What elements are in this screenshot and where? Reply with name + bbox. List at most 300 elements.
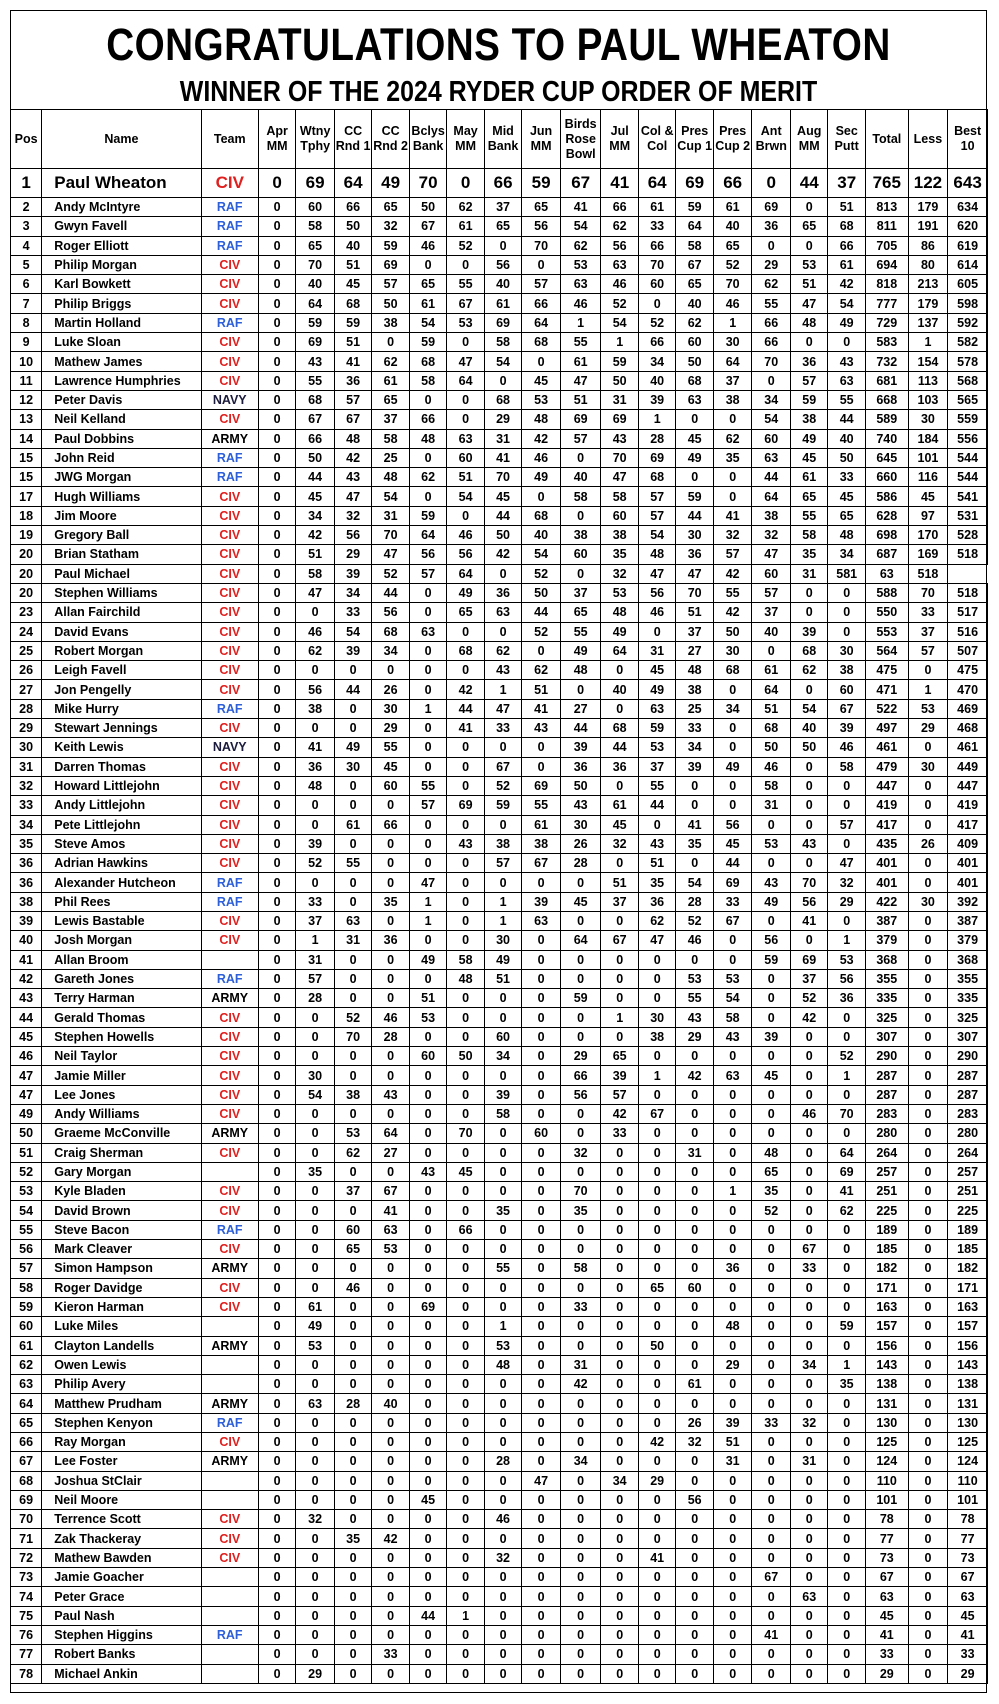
cell-best-10: 544 bbox=[948, 448, 988, 467]
cell-mid-bank: 34 bbox=[484, 1047, 521, 1066]
cell-team: CIV bbox=[201, 931, 258, 950]
cell-team: RAF bbox=[201, 892, 258, 911]
cell-may-mm: 0 bbox=[447, 1201, 484, 1220]
cell-may-mm: 0 bbox=[447, 1413, 484, 1432]
cell-pres-cup-2: 66 bbox=[713, 169, 752, 198]
cell-name: Kieron Harman bbox=[42, 1297, 201, 1316]
cell-jul-mm: 47 bbox=[601, 468, 638, 487]
cell-col-and-col: 49 bbox=[638, 680, 675, 699]
cell-pos: 70 bbox=[11, 1510, 42, 1529]
cell-team: RAF bbox=[201, 699, 258, 718]
cell-pos: 51 bbox=[11, 1143, 42, 1162]
cell-wtny-tphy: 55 bbox=[296, 371, 335, 390]
cell-pres-cup-1: 0 bbox=[676, 1510, 713, 1529]
cell-team: CIV bbox=[201, 854, 258, 873]
cell-cc-rnd-2: 36 bbox=[372, 931, 409, 950]
cell-total: 67 bbox=[865, 1568, 908, 1587]
cell-jul-mm: 54 bbox=[601, 313, 638, 332]
cell-sec-putt: 45 bbox=[828, 487, 865, 506]
cell-team: CIV bbox=[201, 719, 258, 738]
cell-mid-bank: 0 bbox=[484, 1297, 521, 1316]
cell-less: 1 bbox=[908, 333, 948, 352]
cell-name: Gregory Ball bbox=[42, 526, 201, 545]
cell-name: Michael Ankin bbox=[42, 1664, 201, 1683]
cell-jul-mm: 0 bbox=[601, 699, 638, 718]
cell-pres-cup-2: 0 bbox=[713, 1220, 752, 1239]
cell-col-and-col: 45 bbox=[638, 661, 675, 680]
cell-may-mm: 0 bbox=[447, 1066, 484, 1085]
cell-best-10: 401 bbox=[948, 854, 988, 873]
cell-cc-rnd-2: 54 bbox=[372, 487, 409, 506]
cell-pres-cup-1: 0 bbox=[676, 1182, 713, 1201]
column-header-sec-putt: Sec Putt bbox=[828, 110, 865, 169]
cell-jul-mm: 0 bbox=[601, 1664, 638, 1683]
cell-apr-mm: 0 bbox=[258, 583, 295, 602]
cell-pres-cup-2: 46 bbox=[713, 294, 752, 313]
cell-jun-mm: 61 bbox=[522, 815, 561, 834]
cell-total: 157 bbox=[865, 1317, 908, 1336]
cell-bclys-bank: 59 bbox=[409, 506, 446, 525]
cell-pres-cup-1: 39 bbox=[676, 757, 713, 776]
cell-wtny-tphy: 50 bbox=[296, 448, 335, 467]
table-row bbox=[11, 796, 988, 815]
cell-cc-rnd-2: 0 bbox=[372, 1278, 409, 1297]
cell-cc-rnd-1: 44 bbox=[334, 680, 371, 699]
cell-mid-bank: 39 bbox=[484, 1085, 521, 1104]
cell-pres-cup-2: 44 bbox=[713, 854, 752, 873]
cell-best-10: 387 bbox=[948, 911, 988, 930]
cell-name: Mike Hurry bbox=[42, 699, 201, 718]
cell-best-10: 475 bbox=[948, 661, 988, 680]
cell-may-mm: 0 bbox=[447, 1490, 484, 1509]
cell-pos: 4 bbox=[11, 236, 42, 255]
cell-pres-cup-2: 37 bbox=[713, 371, 752, 390]
cell-sec-putt: 0 bbox=[828, 1510, 865, 1529]
cell-may-mm: 50 bbox=[447, 1047, 484, 1066]
cell-aug-mm: 0 bbox=[790, 1490, 827, 1509]
cell-pos: 5 bbox=[11, 255, 42, 274]
cell-pres-cup-1: 64 bbox=[676, 217, 713, 236]
cell-wtny-tphy: 0 bbox=[296, 1471, 335, 1490]
cell-col-and-col: 70 bbox=[638, 255, 675, 274]
cell-wtny-tphy: 0 bbox=[296, 1027, 335, 1046]
cell-name: Keith Lewis bbox=[42, 738, 201, 757]
cell-mid-bank: 49 bbox=[484, 950, 521, 969]
cell-jul-mm: 0 bbox=[601, 1182, 638, 1201]
cell-team: CIV bbox=[201, 834, 258, 853]
cell-name: Gerald Thomas bbox=[42, 1008, 201, 1027]
cell-jun-mm: 0 bbox=[522, 352, 561, 371]
cell-may-mm: 66 bbox=[447, 1220, 484, 1239]
cell-less: 29 bbox=[908, 719, 948, 738]
table-row bbox=[11, 738, 988, 757]
cell-ant-brwn: 50 bbox=[752, 738, 791, 757]
cell-best-10: 392 bbox=[948, 892, 988, 911]
cell-pres-cup-2: 0 bbox=[713, 931, 752, 950]
table-row bbox=[11, 776, 988, 795]
cell-pos: 20 bbox=[11, 583, 42, 602]
cell-sec-putt: 48 bbox=[828, 526, 865, 545]
cell-cc-rnd-2: 45 bbox=[372, 757, 409, 776]
cell-jun-mm: 0 bbox=[522, 1394, 561, 1413]
cell-col-and-col: 0 bbox=[638, 1490, 675, 1509]
cell-mid-bank: 40 bbox=[484, 275, 521, 294]
cell-pres-cup-2: 50 bbox=[713, 622, 752, 641]
cell-pres-cup-1: 27 bbox=[676, 641, 713, 660]
cell-pres-cup-2: 68 bbox=[713, 661, 752, 680]
cell-team: ARMY bbox=[201, 1259, 258, 1278]
cell-pres-cup-1: 34 bbox=[676, 738, 713, 757]
table-row bbox=[11, 169, 988, 198]
cell-birds-rose-bowl: 1 bbox=[560, 313, 601, 332]
cell-pos: 46 bbox=[11, 1047, 42, 1066]
cell-less: 0 bbox=[908, 1548, 948, 1567]
cell-bclys-bank: 0 bbox=[409, 255, 446, 274]
cell-col-and-col: 0 bbox=[638, 1664, 675, 1683]
cell-team: CIV bbox=[201, 1066, 258, 1085]
cell-jul-mm: 68 bbox=[601, 719, 638, 738]
table-row bbox=[11, 699, 988, 718]
cell-bclys-bank: 69 bbox=[409, 1297, 446, 1316]
cell-total: 586 bbox=[865, 487, 908, 506]
cell-birds-rose-bowl: 41 bbox=[560, 198, 601, 217]
cell-wtny-tphy: 0 bbox=[296, 1413, 335, 1432]
cell-jun-mm: 52 bbox=[522, 564, 561, 583]
cell-team: CIV bbox=[201, 506, 258, 525]
table-row bbox=[11, 873, 988, 892]
cell-bclys-bank: 1 bbox=[409, 892, 446, 911]
cell-pres-cup-2: 0 bbox=[713, 487, 752, 506]
cell-pres-cup-2: 56 bbox=[713, 815, 752, 834]
cell-sec-putt: 54 bbox=[828, 294, 865, 313]
cell-bclys-bank: 0 bbox=[409, 1066, 446, 1085]
cell-name: Lee Foster bbox=[42, 1452, 201, 1471]
cell-cc-rnd-1: 54 bbox=[334, 622, 371, 641]
cell-jun-mm: 53 bbox=[522, 390, 561, 409]
cell-team: CIV bbox=[201, 1027, 258, 1046]
cell-pres-cup-2: 0 bbox=[713, 1143, 752, 1162]
table-row bbox=[11, 333, 988, 352]
cell-less: 0 bbox=[908, 1317, 948, 1336]
cell-ant-brwn: 44 bbox=[752, 468, 791, 487]
table-row bbox=[11, 1008, 988, 1027]
cell-total: 171 bbox=[865, 1278, 908, 1297]
cell-team bbox=[201, 1375, 258, 1394]
cell-team: CIV bbox=[201, 1548, 258, 1567]
cell-jul-mm: 0 bbox=[601, 1568, 638, 1587]
cell-col-and-col: 0 bbox=[638, 1413, 675, 1432]
cell-jul-mm: 1 bbox=[601, 1008, 638, 1027]
cell-pres-cup-2: 0 bbox=[713, 410, 752, 429]
cell-jun-mm: 43 bbox=[522, 719, 561, 738]
cell-jul-mm: 44 bbox=[601, 738, 638, 757]
cell-col-and-col: 61 bbox=[638, 198, 675, 217]
cell-cc-rnd-2: 31 bbox=[372, 506, 409, 525]
cell-ant-brwn: 0 bbox=[752, 1452, 791, 1471]
cell-col-and-col: 0 bbox=[638, 1529, 675, 1548]
cell-best-10: 619 bbox=[948, 236, 988, 255]
cell-jun-mm: 65 bbox=[522, 198, 561, 217]
cell-bclys-bank: 0 bbox=[409, 1587, 446, 1606]
cell-less: 0 bbox=[908, 1394, 948, 1413]
cell-birds-rose-bowl: 0 bbox=[560, 873, 601, 892]
cell-jun-mm: 50 bbox=[522, 583, 561, 602]
cell-team: NAVY bbox=[201, 738, 258, 757]
cell-cc-rnd-2: 0 bbox=[372, 1664, 409, 1683]
cell-total: 694 bbox=[865, 255, 908, 274]
cell-aug-mm: 54 bbox=[790, 699, 827, 718]
cell-pres-cup-2: 0 bbox=[713, 719, 752, 738]
cell-team: RAF bbox=[201, 198, 258, 217]
cell-cc-rnd-2: 29 bbox=[372, 719, 409, 738]
cell-pres-cup-2: 53 bbox=[713, 969, 752, 988]
cell-less: 37 bbox=[908, 622, 948, 641]
cell-sec-putt: 0 bbox=[828, 1433, 865, 1452]
cell-total: 564 bbox=[865, 641, 908, 660]
cell-jul-mm: 34 bbox=[601, 1471, 638, 1490]
cell-birds-rose-bowl: 0 bbox=[560, 1124, 601, 1143]
cell-total: 461 bbox=[865, 738, 908, 757]
cell-cc-rnd-2: 61 bbox=[372, 371, 409, 390]
cell-team: CIV bbox=[201, 680, 258, 699]
cell-less: 0 bbox=[908, 1471, 948, 1490]
cell-mid-bank: 56 bbox=[484, 255, 521, 274]
cell-less: 0 bbox=[908, 1510, 948, 1529]
cell-ant-brwn: 34 bbox=[752, 390, 791, 409]
cell-may-mm: 0 bbox=[447, 169, 484, 198]
table-row bbox=[11, 1606, 988, 1625]
cell-pos: 15 bbox=[11, 468, 42, 487]
cell-best-10: 469 bbox=[948, 699, 988, 718]
cell-sec-putt: 42 bbox=[828, 275, 865, 294]
cell-jun-mm: 55 bbox=[522, 796, 561, 815]
cell-col-and-col: 33 bbox=[638, 217, 675, 236]
cell-col-and-col: 39 bbox=[638, 390, 675, 409]
cell-pres-cup-2: 43 bbox=[713, 1027, 752, 1046]
cell-pres-cup-1: 60 bbox=[676, 333, 713, 352]
cell-birds-rose-bowl: 56 bbox=[560, 1085, 601, 1104]
cell-name: Zak Thackeray bbox=[42, 1529, 201, 1548]
cell-apr-mm: 0 bbox=[258, 1182, 295, 1201]
page-title: CONGRATULATIONS TO PAUL WHEATON bbox=[106, 19, 891, 70]
cell-jul-mm: 0 bbox=[601, 1529, 638, 1548]
cell-pres-cup-2: 29 bbox=[713, 1355, 752, 1374]
cell-total: 417 bbox=[865, 815, 908, 834]
column-header-mid-bank: Mid Bank bbox=[484, 110, 521, 169]
cell-col-and-col: 0 bbox=[638, 1568, 675, 1587]
cell-pres-cup-2: 0 bbox=[713, 1568, 752, 1587]
cell-name: Paul Dobbins bbox=[42, 429, 201, 448]
cell-may-mm: 0 bbox=[447, 1625, 484, 1644]
cell-pos: 25 bbox=[11, 641, 42, 660]
cell-wtny-tphy: 0 bbox=[296, 719, 335, 738]
cell-jun-mm: 0 bbox=[522, 969, 561, 988]
cell-pres-cup-1: 60 bbox=[676, 1278, 713, 1297]
cell-cc-rnd-1: 56 bbox=[334, 526, 371, 545]
cell-total: 422 bbox=[865, 892, 908, 911]
cell-mid-bank: 0 bbox=[484, 1664, 521, 1683]
cell-best-10: 78 bbox=[948, 1510, 988, 1529]
cell-wtny-tphy: 57 bbox=[296, 969, 335, 988]
cell-jun-mm: 44 bbox=[522, 603, 561, 622]
cell-bclys-bank: 0 bbox=[409, 834, 446, 853]
cell-bclys-bank: 0 bbox=[409, 1259, 446, 1278]
cell-name: Hugh Williams bbox=[42, 487, 201, 506]
cell-total: 63 bbox=[865, 1587, 908, 1606]
cell-apr-mm: 0 bbox=[258, 429, 295, 448]
cell-pos: 31 bbox=[11, 757, 42, 776]
cell-may-mm: 41 bbox=[447, 719, 484, 738]
cell-col-and-col: 0 bbox=[638, 1220, 675, 1239]
cell-cc-rnd-1: 0 bbox=[334, 1297, 371, 1316]
cell-jul-mm: 65 bbox=[601, 1047, 638, 1066]
cell-pres-cup-2: 62 bbox=[713, 429, 752, 448]
cell-bclys-bank: 65 bbox=[409, 275, 446, 294]
cell-may-mm: 0 bbox=[447, 1645, 484, 1664]
cell-aug-mm: 34 bbox=[790, 1355, 827, 1374]
cell-name: Paul Michael bbox=[42, 564, 201, 583]
cell-aug-mm: 37 bbox=[790, 969, 827, 988]
cell-cc-rnd-1: 61 bbox=[334, 815, 371, 834]
cell-apr-mm: 0 bbox=[258, 217, 295, 236]
cell-ant-brwn: 55 bbox=[752, 294, 791, 313]
cell-wtny-tphy: 59 bbox=[296, 313, 335, 332]
cell-pres-cup-1: 0 bbox=[676, 1548, 713, 1567]
cell-aug-mm: 61 bbox=[790, 468, 827, 487]
cell-may-mm: 46 bbox=[447, 526, 484, 545]
table-row bbox=[11, 1182, 988, 1201]
table-row bbox=[11, 564, 988, 583]
cell-jul-mm: 0 bbox=[601, 1143, 638, 1162]
cell-ant-brwn: 33 bbox=[752, 1413, 791, 1432]
cell-apr-mm: 0 bbox=[258, 506, 295, 525]
cell-pres-cup-1: 0 bbox=[676, 1587, 713, 1606]
cell-pres-cup-1: 0 bbox=[676, 1124, 713, 1143]
cell-less: 30 bbox=[908, 757, 948, 776]
cell-apr-mm: 0 bbox=[258, 680, 295, 699]
cell-aug-mm: 40 bbox=[790, 719, 827, 738]
cell-ant-brwn: 0 bbox=[752, 1259, 791, 1278]
cell-sec-putt: 36 bbox=[828, 989, 865, 1008]
cell-team: CIV bbox=[201, 815, 258, 834]
cell-team: RAF bbox=[201, 313, 258, 332]
cell-wtny-tphy: 28 bbox=[296, 989, 335, 1008]
cell-name: Owen Lewis bbox=[42, 1355, 201, 1374]
cell-apr-mm: 0 bbox=[258, 1645, 295, 1664]
cell-pos: 50 bbox=[11, 1124, 42, 1143]
cell-cc-rnd-2: 46 bbox=[372, 1008, 409, 1027]
cell-pres-cup-2: 0 bbox=[713, 1124, 752, 1143]
cell-best-10: 131 bbox=[948, 1394, 988, 1413]
cell-sec-putt: 38 bbox=[828, 661, 865, 680]
table-row bbox=[11, 429, 988, 448]
cell-bclys-bank: 0 bbox=[409, 757, 446, 776]
column-header-bclys-bank: Bclys Bank bbox=[409, 110, 446, 169]
cell-pres-cup-1: 33 bbox=[676, 719, 713, 738]
cell-aug-mm: 32 bbox=[790, 1413, 827, 1432]
cell-best-10: 41 bbox=[948, 1625, 988, 1644]
cell-jun-mm: 0 bbox=[522, 1587, 561, 1606]
cell-team: CIV bbox=[201, 275, 258, 294]
cell-pres-cup-2: 31 bbox=[713, 1452, 752, 1471]
cell-cc-rnd-2: 34 bbox=[372, 641, 409, 660]
cell-pos: 20 bbox=[11, 545, 42, 564]
cell-jun-mm: 0 bbox=[522, 1413, 561, 1432]
cell-cc-rnd-2: 33 bbox=[372, 1645, 409, 1664]
cell-birds-rose-bowl: 45 bbox=[560, 892, 601, 911]
cell-mid-bank: 0 bbox=[484, 1433, 521, 1452]
cell-pres-cup-2: 0 bbox=[713, 1394, 752, 1413]
cell-total: 705 bbox=[865, 236, 908, 255]
cell-mid-bank: 0 bbox=[484, 564, 521, 583]
cell-jul-mm: 37 bbox=[601, 892, 638, 911]
cell-aug-mm: 45 bbox=[790, 448, 827, 467]
cell-ant-brwn: 0 bbox=[752, 1047, 791, 1066]
cell-mid-bank: 57 bbox=[484, 854, 521, 873]
cell-less: 170 bbox=[908, 526, 948, 545]
cell-pres-cup-1: 0 bbox=[676, 1664, 713, 1683]
cell-cc-rnd-1: 34 bbox=[334, 583, 371, 602]
table-row bbox=[11, 1413, 988, 1432]
table-row bbox=[11, 1664, 988, 1683]
cell-wtny-tphy: 41 bbox=[296, 738, 335, 757]
cell-pos: 13 bbox=[11, 410, 42, 429]
cell-less: 154 bbox=[908, 352, 948, 371]
cell-team: CIV bbox=[201, 776, 258, 795]
cell-team: CIV bbox=[201, 333, 258, 352]
cell-best-10: 77 bbox=[948, 1529, 988, 1548]
cell-wtny-tphy: 31 bbox=[296, 950, 335, 969]
cell-birds-rose-bowl: 47 bbox=[560, 371, 601, 390]
cell-team: CIV bbox=[201, 603, 258, 622]
cell-jun-mm: 0 bbox=[522, 1664, 561, 1683]
cell-cc-rnd-1: 47 bbox=[334, 487, 371, 506]
cell-bclys-bank: 53 bbox=[409, 1008, 446, 1027]
cell-pres-cup-1: 0 bbox=[676, 1047, 713, 1066]
cell-col-and-col: 35 bbox=[638, 873, 675, 892]
cell-best-10: 578 bbox=[948, 352, 988, 371]
cell-name: Peter Davis bbox=[42, 390, 201, 409]
cell-ant-brwn: 53 bbox=[752, 834, 791, 853]
cell-cc-rnd-1: 0 bbox=[334, 1433, 371, 1452]
cell-pos: 17 bbox=[11, 487, 42, 506]
cell-bclys-bank: 0 bbox=[409, 854, 446, 873]
cell-birds-rose-bowl: 31 bbox=[560, 1355, 601, 1374]
cell-col-and-col: 0 bbox=[638, 1201, 675, 1220]
cell-cc-rnd-2: 62 bbox=[372, 352, 409, 371]
cell-wtny-tphy: 42 bbox=[296, 526, 335, 545]
cell-jul-mm: 0 bbox=[601, 1606, 638, 1625]
table-row bbox=[11, 757, 988, 776]
cell-jul-mm: 0 bbox=[601, 989, 638, 1008]
cell-ant-brwn: 49 bbox=[752, 892, 791, 911]
cell-ant-brwn: 45 bbox=[752, 1066, 791, 1085]
cell-pres-cup-2: 0 bbox=[713, 1548, 752, 1567]
cell-pres-cup-2: 42 bbox=[713, 564, 752, 583]
cell-mid-bank: 48 bbox=[484, 1355, 521, 1374]
cell-bclys-bank: 0 bbox=[409, 1104, 446, 1123]
cell-ant-brwn: 60 bbox=[752, 564, 791, 583]
cell-bclys-bank: 1 bbox=[409, 911, 446, 930]
cell-wtny-tphy: 68 bbox=[296, 390, 335, 409]
cell-pres-cup-2: 40 bbox=[713, 217, 752, 236]
cell-wtny-tphy: 39 bbox=[296, 834, 335, 853]
cell-jun-mm: 0 bbox=[522, 950, 561, 969]
cell-apr-mm: 0 bbox=[258, 1162, 295, 1181]
cell-jun-mm: 48 bbox=[522, 410, 561, 429]
cell-aug-mm: 67 bbox=[790, 1240, 827, 1259]
cell-bclys-bank: 0 bbox=[409, 1510, 446, 1529]
